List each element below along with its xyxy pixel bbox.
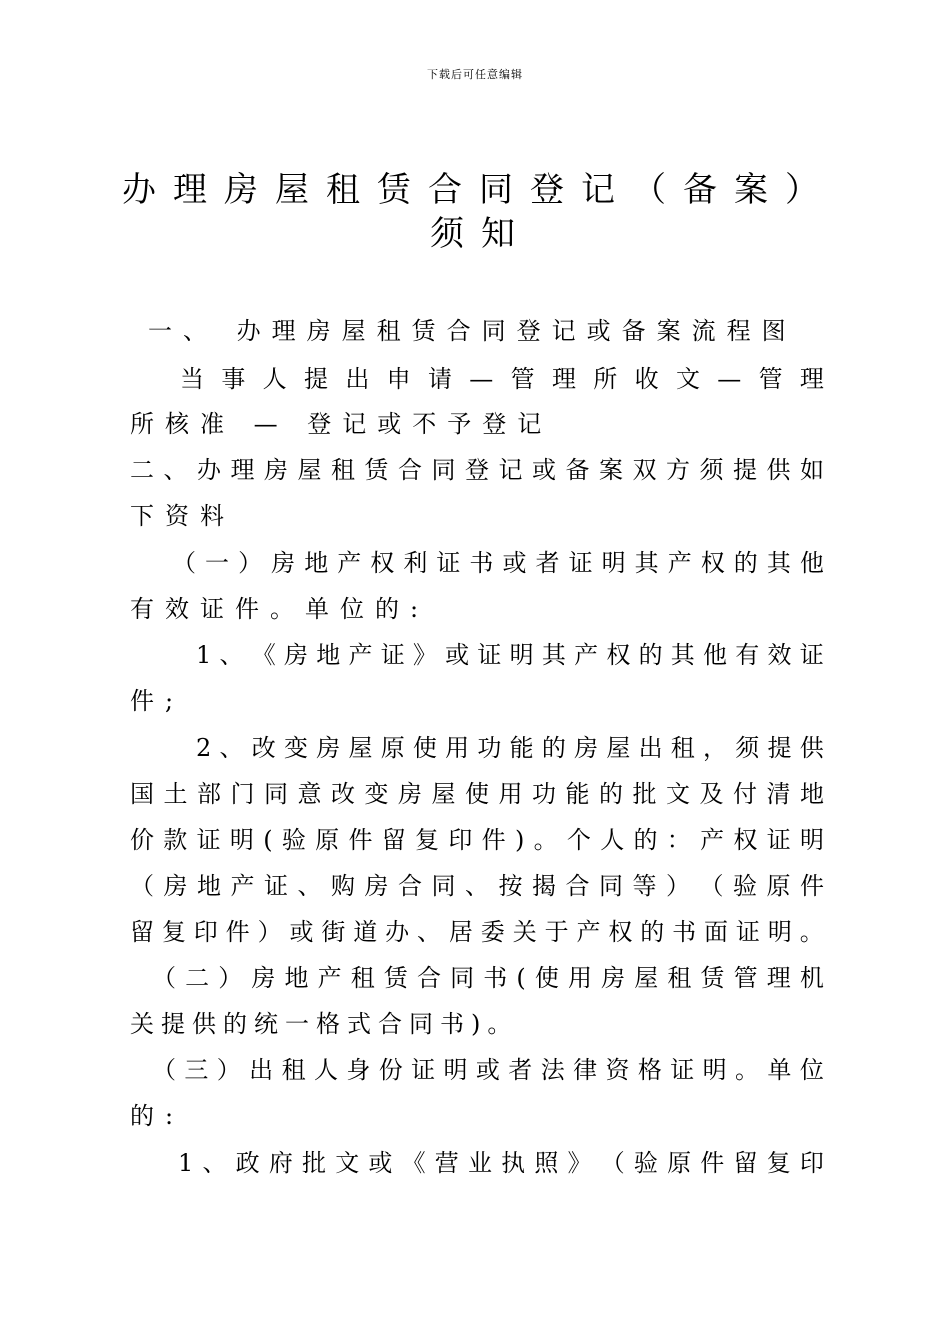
section-heading-2: 二 、 办 理 房 屋 租 赁 合 同 登 记 或 备 案 双 方 须 提 供 如 [130,456,824,484]
paragraph-line: 的: [130,1102,185,1130]
header-note: 下载后可任意编辑 [427,68,523,81]
item-heading: （ 一 ） 房 地 产 权 利 证 书 或 者 证 明 其 产 权 的 其 他 [172,549,824,577]
paragraph-line: （ 房 地 产 证 、 购 房 合 同 、 按 揭 合 同 等 ） （ 验 原 件 [130,872,824,900]
item-heading: （ 三 ） 出 租 人 身 份 证 明 或 者 法 律 资 格 证 明 。 单 位 [152,1056,824,1084]
paragraph-line: 有效证件。单位的: [130,595,430,623]
document-title-line-1: 办理房屋租赁合同登记（备案） [122,170,836,210]
item-heading: （ 二 ） 房 地 产 租 赁 合 同 书 ( 使 用 房 屋 租 赁 管 理 机 [152,964,824,992]
list-item: 2 、 改 变 房 屋 原 使 用 功 能 的 房 屋 出 租 ， 须 提 供 [196,734,824,762]
list-item: 1 、 政 府 批 文 或 《 营 业 执 照 》 （ 验 原 件 留 复 印 [178,1149,824,1177]
paragraph-line: 所核准 — 登记或不予登记 [130,410,553,438]
list-item: 1 、 《 房 地 产 证 》 或 证 明 其 产 权 的 其 他 有 效 证 [196,641,824,669]
paragraph-line: 关提供的统一格式合同书)。 [130,1010,519,1038]
section-heading-2-cont: 下资料 [130,502,235,530]
paragraph-line: 价 款 证 明 ( 验 原 件 留 复 印 件 ) 。 个 人 的 ： 产 权 证 明 [130,826,824,854]
list-item-cont: 件; [130,687,185,715]
paragraph-line: 国 土 部 门 同 意 改 变 房 屋 使 用 功 能 的 批 文 及 付 清 地 [130,780,824,808]
paragraph-line: 当 事 人 提 出 申 请 — 管 理 所 收 文 — 管 理 [180,365,824,393]
section-heading-1: 一、 办理房屋租赁合同登记或备案流程图 [148,317,797,345]
paragraph-line: 留 复 印 件 ） 或 街 道 办 、 居 委 关 于 产 权 的 书 面 证 明 。 [130,918,824,946]
document-title-line-2: 须知 [430,214,532,254]
